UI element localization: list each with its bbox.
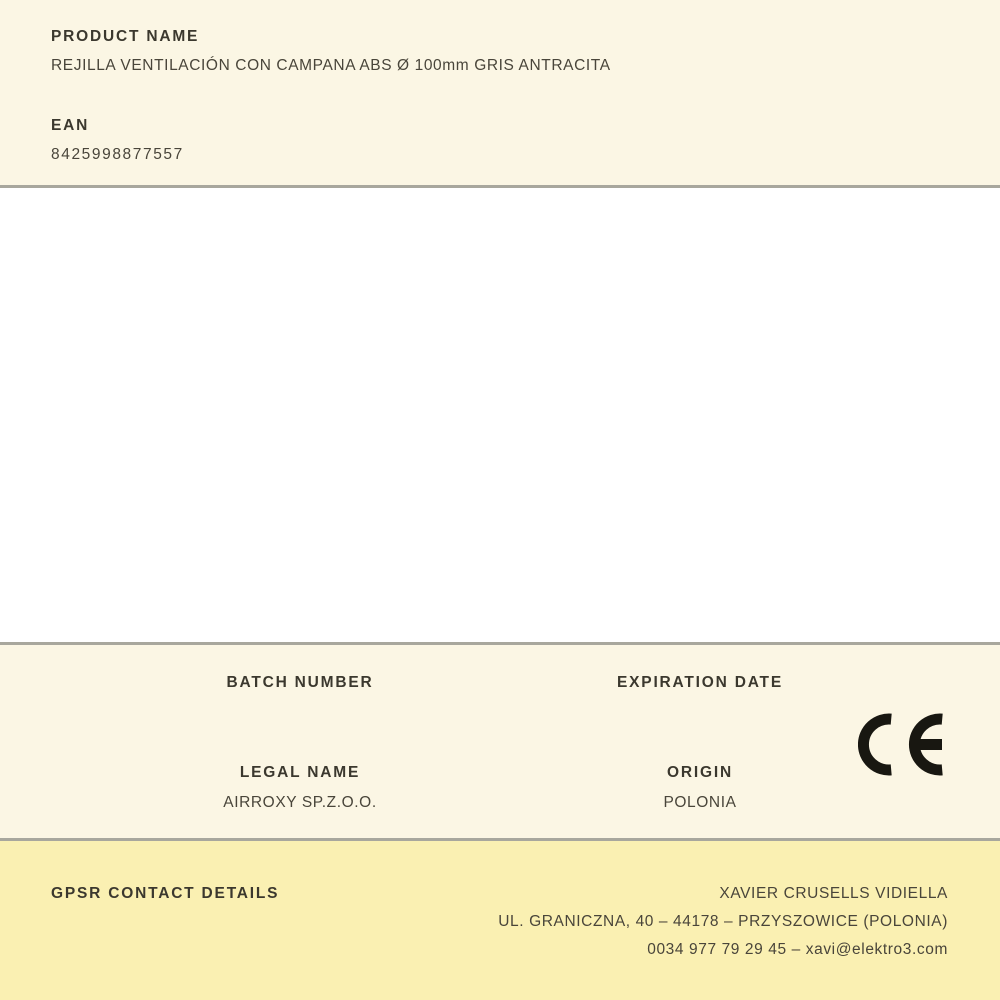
batch-number-label: BATCH NUMBER xyxy=(226,674,374,691)
product-name-label: PRODUCT NAME xyxy=(51,28,200,45)
gpsr-contact-phone-email: 0034 977 79 29 45 – xavi@elektro3.com xyxy=(647,941,948,958)
section-divider-bottom xyxy=(0,838,1000,841)
ce-marking-icon xyxy=(858,713,943,776)
gpsr-contact-name: XAVIER CRUSELLS VIDIELLA xyxy=(719,885,948,902)
ean-label: EAN xyxy=(51,117,90,134)
expiration-date-label: EXPIRATION DATE xyxy=(617,674,783,691)
legal-name-value: AIRROXY SP.Z.O.O. xyxy=(223,794,377,811)
ean-value: 8425998877557 xyxy=(51,146,184,163)
origin-value: POLONIA xyxy=(663,794,737,811)
legal-name-label: LEGAL NAME xyxy=(239,764,361,781)
blank-area xyxy=(0,188,1000,642)
section-divider-middle xyxy=(0,642,1000,645)
gpsr-contact-address: UL. GRANICZNA, 40 – 44178 – PRZYSZOWICE (POLONIA) xyxy=(498,913,948,930)
gpsr-contact-details-label: GPSR CONTACT DETAILS xyxy=(51,885,280,902)
product-name-value: REJILLA VENTILACIÓN CON CAMPANA ABS Ø 100mm GRIS ANTRACITA xyxy=(51,57,611,74)
section-divider-top xyxy=(0,185,1000,188)
origin-label: ORIGIN xyxy=(667,764,733,781)
